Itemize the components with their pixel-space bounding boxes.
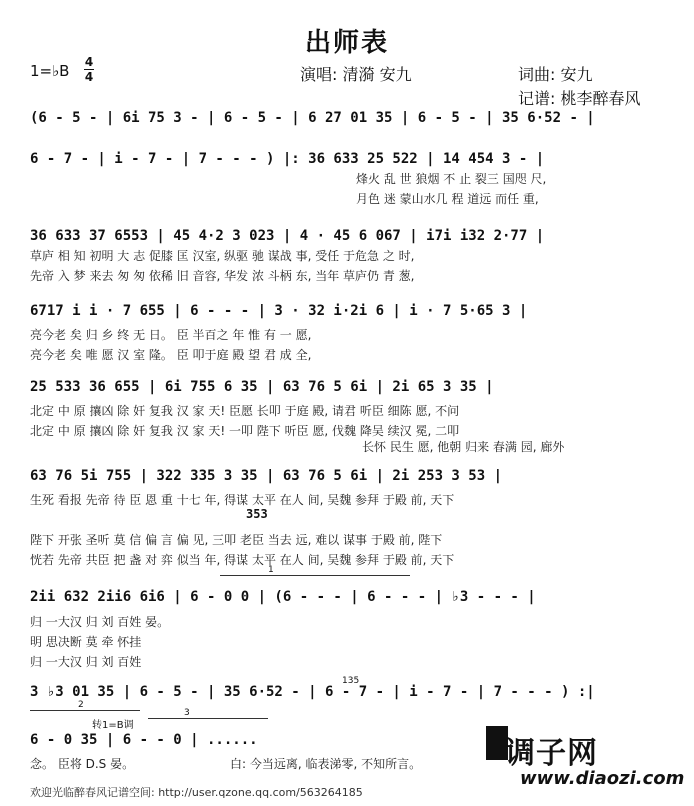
volta-1-bracket <box>220 575 410 576</box>
footer-link[interactable]: 欢迎光临醉春风记谱空间: http://user.qzone.qq.com/563264185 <box>30 786 363 799</box>
time-signature <box>84 56 94 83</box>
lyric-line: 长怀 民生 愿, 他朝 归来 春满 园, 廊外 <box>362 440 565 454</box>
lyric-line: 明 思决断 莫 牵 怀挂 <box>30 635 142 649</box>
score-line: 6 - 7 - | i - 7 - | 7 - - - ) |: 36 633 25 522 | 14 454 3 - | <box>30 151 545 167</box>
volta-2-label: 2 <box>78 700 84 710</box>
lyric-line: 北定 中 原 攘凶 除 奸 复我 汉 家 天! 臣愿 长叩 于庭 殿, 请君 听臣 细陈 愿, 不问 <box>30 404 460 418</box>
lyric-line: 烽火 乱 世 狼烟 不 止 裂三 国咫 尺, <box>356 172 547 186</box>
song-title: 出师表 <box>304 28 389 58</box>
score-line: 63 76 5i 755 | 322 335 3 35 | 63 76 5 6i | 2i 253 3 53 | <box>30 468 503 484</box>
watermark-site: www.diaozi.com <box>520 768 685 789</box>
meter-top: 4 <box>84 55 94 69</box>
watermark-logo: 调子网 <box>505 736 598 771</box>
score-line: 6 - 0 35 | 6 - - 0 | ...... <box>30 732 258 748</box>
score-line: 3 ♭3 01 35 | 6 - 5 - | 35 6·52 - | 6 - 7 - | i - 7 - | 7 - - - ) :| <box>30 684 595 700</box>
modulation-note: 转1=B调 <box>92 720 134 731</box>
volta-2-bracket <box>30 710 140 711</box>
score-line: 2ii 632 2ii6 6i6 | 6 - 0 0 | (6 - - - | 6 - - - | ♭3 - - - | <box>30 589 536 605</box>
lyric-line: 亮今老 矣 归 乡 终 无 日。 臣 半百之 年 惟 有 一 愿, <box>30 328 312 342</box>
figure-353: 353 <box>246 507 268 521</box>
lyric-line: 生死 看报 先帝 待 臣 恩 重 十七 年, 得谋 太平 在人 间, 吴魏 参拜 于殿 前, 天下 <box>30 493 455 507</box>
lyric-line: 亮今老 矣 唯 愿 汉 室 隆。 臣 叩于庭 殿 望 君 成 全, <box>30 348 312 362</box>
lyric-line: 月色 迷 蒙山水几 程 道远 而任 重, <box>356 192 539 206</box>
meter-bottom: 4 <box>84 70 94 84</box>
key-signature: 1=♭B <box>30 62 70 80</box>
lyric-line: 恍若 先帝 共臣 把 盏 对 弈 似当 年, 得谋 太平 在人 间, 吴魏 参拜 于殿 前, 天下 <box>30 553 455 567</box>
lyric-line: 先帝 入 梦 来去 匆 匆 依稀 旧 音容, 华发 浓 斗柄 东, 当年 草庐仍 青 葱, <box>30 269 415 283</box>
volta-1-label: 1 <box>268 565 274 575</box>
score-line: (6 - 5 - | 6i 75 3 - | 6 - 5 - | 6 27 01 35 | 6 - 5 - | 35 6·52 - | <box>30 110 595 126</box>
lyric-line: 归 一大汉 归 刘 百姓 <box>30 655 142 669</box>
score-line: 36 633 37 6553 | 45 4·2 3 023 | 4 · 45 6 067 | i7i i32 2·77 | <box>30 228 545 244</box>
lyric-line: 陛下 开张 圣听 莫 信 偏 言 偏 见, 三叩 老臣 当去 远, 难以 谋事 于殿 前, 陛下 <box>30 533 443 547</box>
lyric-line: 北定 中 原 攘凶 除 奸 复我 汉 家 天! 一叩 陛下 听臣 愿, 伐魏 降吴 续汉 冕, 二叩 <box>30 424 460 438</box>
lyric-line: 归 一大汉 归 刘 百姓 晏。 <box>30 615 170 629</box>
figure-135: 135 <box>342 676 360 686</box>
score-line: 6717 i i · 7 655 | 6 - - - | 3 · 32 i·2i 6 | i · 7 5·65 3 | <box>30 303 528 319</box>
volta-3-label: 3 <box>184 708 190 718</box>
volta-3-bracket <box>148 718 268 719</box>
lyric-line: 白: 今当远离, 临表涕零, 不知所言。 <box>230 757 422 771</box>
composer-credit: 词曲: 安九 <box>518 65 593 84</box>
score-line: 25 533 36 655 | 6i 755 6 35 | 63 76 5 6i | 2i 65 3 35 | <box>30 379 494 395</box>
lyric-line: 草庐 相 知 初明 大 志 促膝 匡 汉室, 纵驱 驰 谋战 事, 受任 于危急 之 时, <box>30 249 415 263</box>
lyric-line: 念。 臣将 D.S 晏。 <box>30 757 135 771</box>
transcriber-credit: 记谱: 桃李醉春风 <box>518 89 641 108</box>
singer-credit: 演唱: 清漪 安九 <box>300 65 412 84</box>
